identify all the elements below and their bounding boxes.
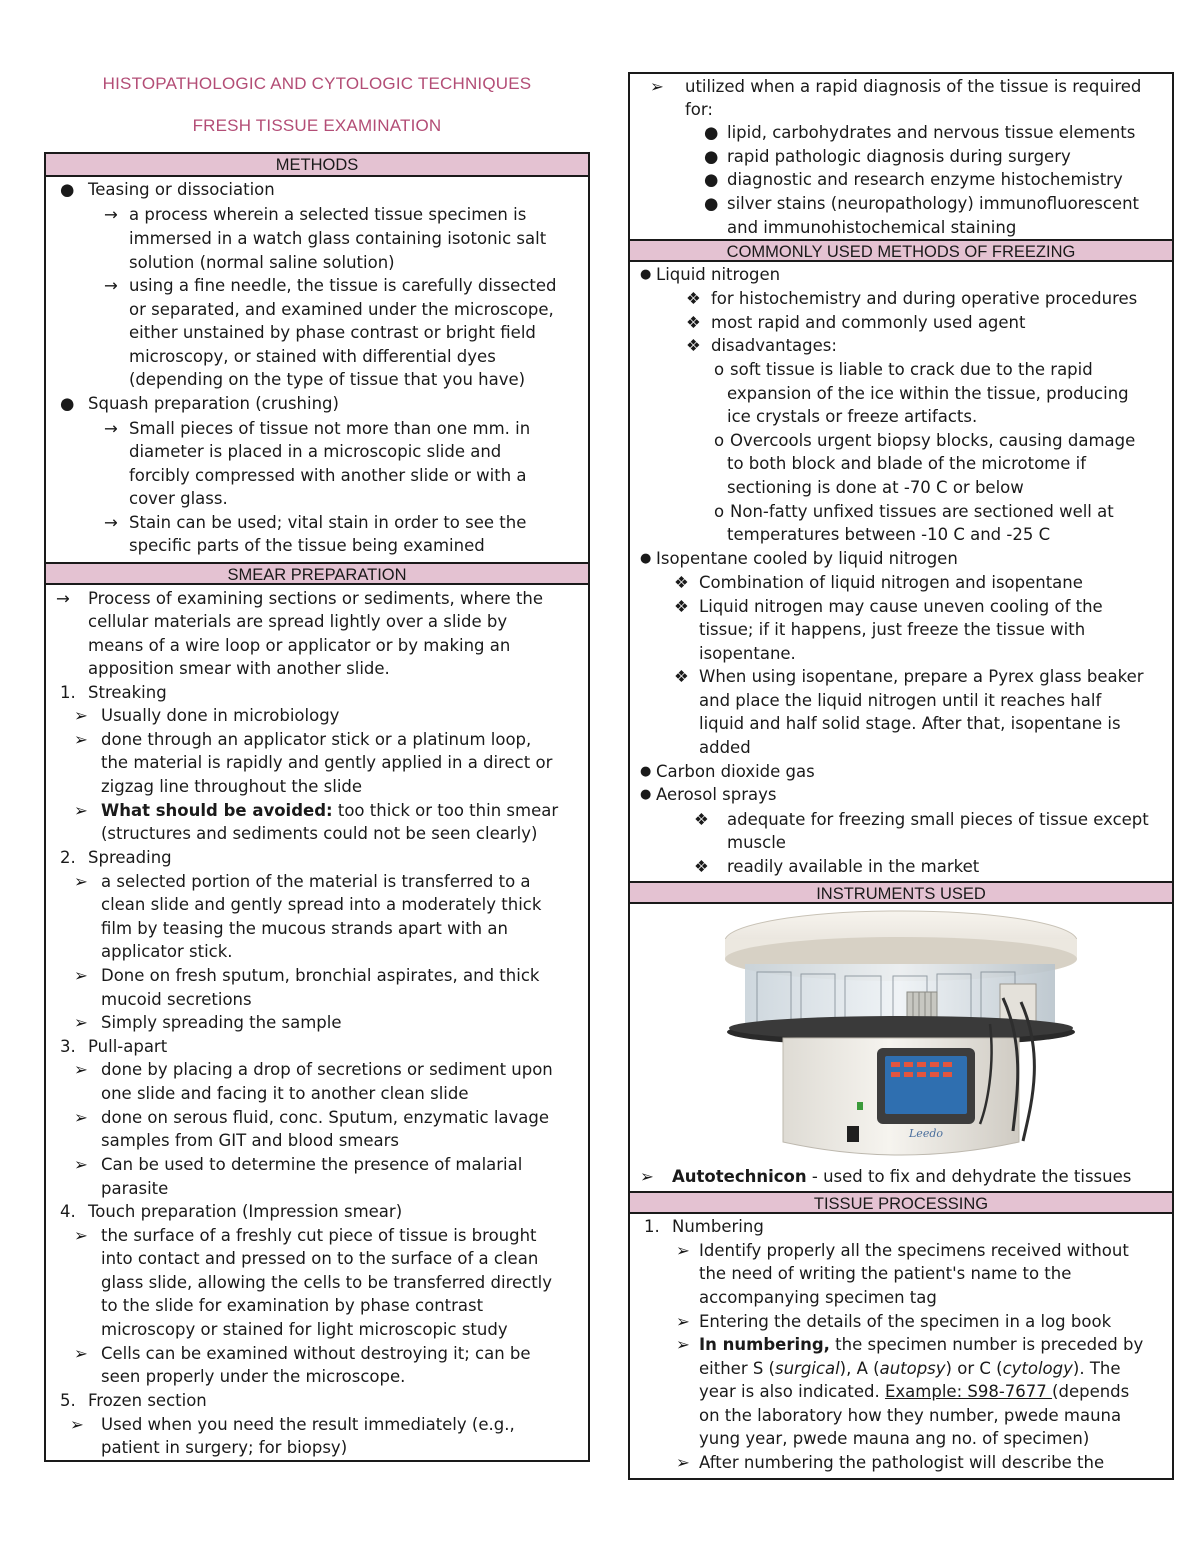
list-item: silver stains (neuropathology) immunofluorescent — [727, 194, 1140, 213]
text-line — [699, 1380, 1129, 1403]
bullet-icon: ● — [640, 551, 652, 566]
list-number: 4. — [60, 1202, 76, 1221]
underlined-text: Example: S98-7677 — [884, 1382, 1053, 1401]
arrowhead-icon: ➢ — [70, 1415, 84, 1434]
text-line: cellular materials are spread lightly over a slide by — [88, 612, 508, 631]
text-line: forcibly compressed with another slide or with a — [129, 466, 527, 485]
text-line: expansion of the ice within the tissue, producing — [727, 384, 1129, 403]
document-subtitle: FRESH TISSUE EXAMINATION — [192, 116, 442, 135]
text-line: on the laboratory how they number, pwede mauna — [699, 1406, 1122, 1425]
text-line: for histochemistry and during operative procedures — [711, 289, 1138, 308]
text-line: Small pieces of tissue not more than one mm. in — [129, 419, 531, 438]
italic-text: surgical — [775, 1359, 840, 1378]
italic-text: cytology — [1002, 1359, 1073, 1378]
freezing-section — [630, 262, 1172, 881]
text-line: accompanying specimen tag — [699, 1288, 937, 1307]
text-line: isopentane. — [699, 644, 796, 663]
liquid-nitrogen-label: Liquid nitrogen — [656, 265, 781, 284]
text-line: clean slide and gently spread into a moderately thick — [101, 895, 542, 914]
text-span: - used to fix and dehydrate the tissues — [806, 1167, 1132, 1186]
text-line: Can be used to determine the presence of malarial — [101, 1155, 523, 1174]
arrow-icon: → — [56, 589, 70, 608]
text-line: to both block and blade of the microtome if — [727, 454, 1087, 473]
methods-heading: METHODS — [46, 154, 588, 177]
list-number: 3. — [60, 1037, 76, 1056]
text-line: solution (normal saline solution) — [129, 253, 395, 272]
text-line: the material is rapidly and gently applied in a direct or — [101, 753, 553, 772]
text-line: to the slide for examination by phase contrast — [101, 1296, 484, 1315]
arrowhead-icon: ➢ — [74, 1155, 88, 1174]
streaking-label: Streaking — [88, 683, 167, 702]
text-line — [699, 1357, 1121, 1380]
arrowhead-icon: ➢ — [74, 801, 88, 820]
text-line: mucoid secretions — [101, 990, 252, 1009]
arrow-icon: → — [104, 513, 118, 532]
bullet-icon: ● — [704, 194, 719, 213]
bullet-icon: ● — [704, 170, 719, 189]
circle-bullet-icon: o — [714, 502, 725, 521]
text-line: samples from GIT and blood smears — [101, 1131, 400, 1150]
bold-text: In numbering, — [699, 1335, 830, 1354]
arrowhead-icon: ➢ — [676, 1241, 690, 1260]
arrowhead-icon: ➢ — [74, 706, 88, 725]
arrowhead-icon: ➢ — [650, 77, 664, 96]
co2-label: Carbon dioxide gas — [656, 762, 815, 781]
bullet-icon: ● — [60, 180, 75, 199]
text-line: cover glass. — [129, 489, 228, 508]
text-line: means of a wire loop or applicator or by making an — [88, 636, 511, 655]
numbering-label: Numbering — [672, 1217, 764, 1236]
arrow-icon: → — [104, 205, 118, 224]
text-span: the specimen number is preceded by — [829, 1335, 1144, 1354]
text-line: yung year, pwede mauna ang no. of specimen) — [699, 1429, 1090, 1448]
processing-section — [630, 1214, 1172, 1478]
text-line: immersed in a watch glass containing isotonic salt — [129, 229, 547, 248]
right-column — [628, 72, 1174, 1480]
text-line: zigzag line throughout the slide — [101, 777, 363, 796]
text-line: soft tissue is liable to crack due to the rapid — [730, 360, 1093, 379]
text-line: done by placing a drop of secretions or sediment upon — [101, 1060, 553, 1079]
arrowhead-icon: ➢ — [74, 1060, 88, 1079]
text-line: one slide and facing it to another clean slide — [101, 1084, 469, 1103]
diamond-bullet-icon: ❖ — [686, 289, 701, 308]
text-line: film by teasing the mucous strands apart with an — [101, 919, 508, 938]
text-line — [699, 1333, 1143, 1356]
arrowhead-icon: ➢ — [74, 872, 88, 891]
list-number: 5. — [60, 1391, 76, 1410]
text-line: the need of writing the patient's name to the — [699, 1264, 1072, 1283]
list-number: 2. — [60, 848, 76, 867]
text-line: glass slide, allowing the cells to be transferred directly — [101, 1273, 553, 1292]
text-line: readily available in the market — [727, 857, 980, 876]
processing-heading: TISSUE PROCESSING — [630, 1191, 1172, 1214]
text-line: After numbering the pathologist will describe the — [699, 1453, 1105, 1472]
text-line: Used when you need the result immediately (e.g., — [101, 1415, 515, 1434]
text-line: sectioning is done at -70 C or below — [727, 478, 1024, 497]
text-line: seen properly under the microscope. — [101, 1367, 406, 1386]
text-line: Entering the details of the specimen in a log book — [699, 1312, 1112, 1331]
squash-label: Squash preparation (crushing) — [88, 394, 339, 413]
italic-text: autopsy — [879, 1359, 946, 1378]
aerosol-label: Aerosol sprays — [656, 785, 777, 804]
arrowhead-icon: ➢ — [676, 1453, 690, 1472]
list-item: lipid, carbohydrates and nervous tissue elements — [727, 123, 1136, 142]
text-line: and place the liquid nitrogen until it reaches half — [699, 691, 1102, 710]
diamond-bullet-icon: ❖ — [674, 573, 689, 592]
text-line: Overcools urgent biopsy blocks, causing damage — [730, 431, 1136, 450]
bullet-icon: ● — [640, 267, 652, 282]
diamond-bullet-icon: ❖ — [674, 597, 689, 616]
text-span: ), A ( — [839, 1359, 880, 1378]
text-line: applicator stick. — [101, 942, 233, 961]
bullet-icon: ● — [640, 787, 652, 802]
text-line: Non-fatty unfixed tissues are sectioned well at — [730, 502, 1114, 521]
bullet-icon: ● — [704, 123, 719, 142]
touch-label — [88, 1200, 402, 1223]
arrowhead-icon: ➢ — [74, 1108, 88, 1127]
smear-section — [46, 585, 588, 1462]
list-item: diagnostic and research enzyme histochemistry — [727, 170, 1123, 189]
rapid-diagnosis-section — [630, 74, 1172, 239]
arrowhead-icon: ➢ — [74, 730, 88, 749]
bullet-icon: ● — [704, 147, 719, 166]
text-line: done through an applicator stick or a platinum loop, — [101, 730, 532, 749]
diamond-bullet-icon: ❖ — [674, 667, 689, 686]
isopentane-label: Isopentane cooled by liquid nitrogen — [656, 549, 958, 568]
text-line: into contact and pressed on to the surface of a clean — [101, 1249, 539, 1268]
text-line: done on serous fluid, conc. Sputum, enzymatic lavage — [101, 1108, 550, 1127]
text-line: apposition smear with another slide. — [88, 659, 390, 678]
text-line: When using isopentane, prepare a Pyrex glass beaker — [699, 667, 1144, 686]
diamond-bullet-icon: ❖ — [686, 313, 701, 332]
arrowhead-icon: ➢ — [74, 966, 88, 985]
methods-section — [46, 177, 588, 562]
circle-bullet-icon: o — [714, 431, 725, 450]
freezing-heading: COMMONLY USED METHODS OF FREEZING — [630, 239, 1172, 262]
text-line: disadvantages: — [711, 336, 837, 355]
bold-text: What should be avoided: — [101, 801, 333, 820]
arrow-icon: → — [104, 276, 118, 295]
brand-label: Leedo — [909, 1127, 943, 1140]
arrowhead-icon: ➢ — [74, 1226, 88, 1245]
text-line: (depending on the type of tissue that you have) — [129, 370, 526, 389]
list-number: 1. — [60, 683, 76, 702]
instruments-heading: INSTRUMENTS USED — [630, 881, 1172, 904]
text-line: a selected portion of the material is transferred to a — [101, 872, 531, 891]
pullapart-label: Pull-apart — [88, 1037, 168, 1056]
frozen-label: Frozen section — [88, 1391, 207, 1410]
text-line: Identify properly all the specimens received without — [699, 1241, 1129, 1260]
text-line: most rapid and commonly used agent — [711, 313, 1026, 332]
autotechnicon-caption — [672, 1165, 1131, 1188]
text-span: (depends — [1052, 1382, 1130, 1401]
text-line: muscle — [727, 833, 786, 852]
bold-text: Autotechnicon — [672, 1167, 807, 1186]
text-line: ice crystals or freeze artifacts. — [727, 407, 978, 426]
text-line: Combination of liquid nitrogen and isopentane — [699, 573, 1083, 592]
text-line: Stain can be used; vital stain in order to see the — [129, 513, 527, 532]
spreading-label: Spreading — [88, 848, 172, 867]
arrowhead-icon: ➢ — [74, 1013, 88, 1032]
arrowhead-icon: ➢ — [676, 1335, 690, 1354]
text-line: added — [699, 738, 751, 757]
text-span: ) or C ( — [945, 1359, 1003, 1378]
circle-bullet-icon: o — [714, 360, 725, 379]
text-line: a process wherein a selected tissue specimen is — [129, 205, 527, 224]
text-line: specific parts of the tissue being examined — [129, 536, 485, 555]
text-line: tissue; if it happens, just freeze the tissue with — [699, 620, 1086, 639]
arrowhead-icon: ➢ — [74, 1344, 88, 1363]
text-line: microscopy, or stained with differential dyes — [129, 347, 496, 366]
arrowhead-icon: ➢ — [676, 1312, 690, 1331]
smear-heading: SMEAR PREPARATION — [46, 562, 588, 585]
document-title: HISTOPATHOLOGIC AND CYTOLOGIC TECHNIQUES — [102, 74, 532, 93]
text-line: parasite — [101, 1179, 169, 1198]
text-line: Simply spreading the sample — [101, 1013, 342, 1032]
text-line: Cells can be examined without destroying it; can be — [101, 1344, 531, 1363]
list-item: rapid pathologic diagnosis during surgery — [727, 147, 1071, 166]
text-line — [101, 799, 558, 822]
autotechnicon-photo — [725, 906, 1077, 1168]
text-line: Usually done in microbiology — [101, 706, 340, 725]
left-column — [44, 152, 590, 1462]
text-line: the surface of a freshly cut piece of tissue is brought — [101, 1226, 537, 1245]
text-line: patient in surgery; for biopsy) — [101, 1438, 348, 1457]
text-line: temperatures between -10 C and -25 C — [727, 525, 1051, 544]
text-line: microscopy or stained for light microscopic study — [101, 1320, 508, 1339]
text-line: Process of examining sections or sediments, where the — [88, 589, 544, 608]
text-line: using a fine needle, the tissue is carefully dissected — [129, 276, 557, 295]
teasing-label: Teasing or dissociation — [88, 180, 275, 199]
text-line: Done on fresh sputum, bronchial aspirates, and thick — [101, 966, 540, 985]
text-line: for: — [685, 100, 713, 119]
list-number: 1. — [644, 1217, 660, 1236]
text-span: (Impression smear) — [236, 1202, 403, 1221]
bullet-icon: ● — [60, 394, 75, 413]
text-line: diameter is placed in a microscopic slide and — [129, 442, 502, 461]
text-span: too thick or too thin smear — [332, 801, 559, 820]
text-span: year is also indicated. — [699, 1382, 885, 1401]
diamond-bullet-icon: ❖ — [694, 857, 709, 876]
list-item: and immunohistochemical staining — [727, 218, 1017, 237]
diamond-bullet-icon: ❖ — [686, 336, 701, 355]
bullet-icon: ● — [640, 764, 652, 779]
diamond-bullet-icon: ❖ — [694, 810, 709, 829]
text-span: ). The — [1072, 1359, 1121, 1378]
text-line: (structures and sediments could not be seen clearly) — [101, 824, 538, 843]
text-line: either unstained by phase contrast or bright field — [129, 323, 536, 342]
text-line: or separated, and examined under the microscope, — [129, 300, 554, 319]
arrowhead-icon: ➢ — [640, 1167, 654, 1186]
text-span: either S ( — [699, 1359, 775, 1378]
text-line: Liquid nitrogen may cause uneven cooling of the — [699, 597, 1103, 616]
arrow-icon: → — [104, 419, 118, 438]
text-line: liquid and half solid stage. After that, isopentane is — [699, 714, 1121, 733]
text-line: utilized when a rapid diagnosis of the tissue is required — [685, 77, 1142, 96]
text-line: adequate for freezing small pieces of tissue except — [727, 810, 1149, 829]
text-span: Touch preparation — [88, 1202, 237, 1221]
